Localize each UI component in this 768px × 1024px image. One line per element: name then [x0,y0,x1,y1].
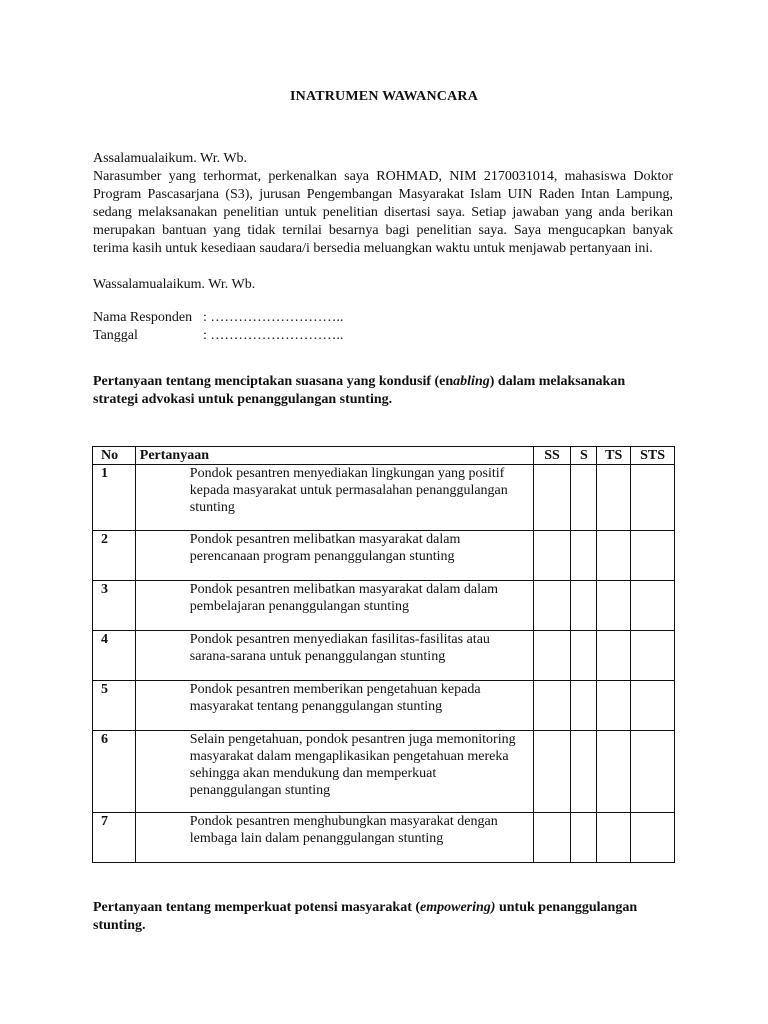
question-text: Pondok pesantren menyediakan fasilitas-fasilitas atau sarana-sarana untuk penanggulangan stunting [189,632,490,664]
header-ss: SS [533,447,571,465]
cell-ss[interactable] [533,531,571,581]
row-question [135,465,533,531]
cell-s[interactable] [571,581,597,631]
cell-sts[interactable] [631,813,675,863]
table-row [93,681,675,731]
row-number: 3 [93,581,136,631]
cell-ss[interactable] [533,465,571,531]
question-text: Pondok pesantren melibatkan masyarakat dalam dalam pembelajaran penanggulangan stunting [189,582,499,614]
cell-sts[interactable] [631,681,675,731]
table-row [93,631,675,681]
section1-pre: Pertanyaan tentang menciptakan suasana yang kondusif (en [93,374,454,389]
letter-body [93,150,673,294]
row-question [135,581,533,631]
cell-ts[interactable] [597,581,631,631]
question-text: Pondok pesantren menyediakan lingkungan yang positif kepada masyarakat untuk permasalahan penanggulangan stunting [189,466,508,515]
cell-s[interactable] [571,681,597,731]
cell-s[interactable] [571,731,597,813]
row-number: 4 [93,631,136,681]
table-row [93,581,675,631]
question-text: Pondok pesantren memberikan pengetahuan kepada masyarakat tentang penanggulangan stunting [189,682,481,714]
row-question [135,681,533,731]
header-ts: TS [597,447,631,465]
cell-ss[interactable] [533,731,571,813]
question-text: Selain pengetahuan, pondok pesantren juga memonitoring masyarakat dalam mengaplikasikan pengetahuan mereka sehingga akan mendukung dan memperkuat penanggulangan stunting [189,732,516,798]
row-number: 2 [93,531,136,581]
cell-s[interactable] [571,813,597,863]
row-number: 7 [93,813,136,863]
cell-ts[interactable] [597,731,631,813]
table-header-row [93,447,675,465]
row-number: 1 [93,465,136,531]
cell-sts[interactable] [631,531,675,581]
field-value-date: : ……………………….. [203,328,344,343]
cell-ss[interactable] [533,681,571,731]
questionnaire-table [92,446,675,863]
header-no: No [93,447,136,465]
row-number: 6 [93,731,136,813]
row-number: 5 [93,681,136,731]
cell-ts[interactable] [597,531,631,581]
table-row [93,731,675,813]
cell-ts[interactable] [597,465,631,531]
question-text: Pondok pesantren melibatkan masyarakat dalam perencanaan program penanggulangan stunting [189,532,461,564]
document-title: INATRUMEN WAWANCARA [289,89,478,104]
respondent-fields [93,309,343,345]
section2-pre: Pertanyaan tentang memperkuat potensi masyarakat ( [93,900,421,915]
table-row [93,531,675,581]
intro-paragraph: Narasumber yang terhormat, perkenalkan saya ROHMAD, NIM 2170031014, mahasiswa Doktor Program Pascasarjana (S3), jurusan Pengembangan Masyarakat Islam UIN Raden Intan Lampung, sedang melaksanakan penelitian untuk penelitian disertasi saya. Setiap jawaban yang anda berikan merupakan bantuan yang tidak ternilai besarnya bagi penelitian saya. Saya mengucapkan banyak terima kasih untuk kesediaan saudara/i bersedia meluangkan waktu untuk menjawab pertanyaan ini. [93,169,673,256]
section-heading-empowering [93,899,653,935]
cell-ss[interactable] [533,631,571,681]
greeting: Assalamualaikum. Wr. Wb. [93,151,248,166]
question-text: Pondok pesantren menghubungkan masyarakat dengan lembaga lain dalam penanggulangan stunting [189,814,498,846]
table-row [93,465,675,531]
header-sts: STS [631,447,675,465]
cell-sts[interactable] [631,465,675,531]
closing: Wassalamualaikum. Wr. Wb. [93,277,256,292]
field-label-date: Tanggal [93,328,138,343]
cell-s[interactable] [571,531,597,581]
cell-sts[interactable] [631,581,675,631]
section-heading-enabling [93,373,653,409]
field-label-name: Nama Responden [93,310,193,325]
cell-sts[interactable] [631,731,675,813]
row-question [135,813,533,863]
row-question [135,531,533,581]
cell-s[interactable] [571,465,597,531]
cell-ts[interactable] [597,631,631,681]
cell-s[interactable] [571,631,597,681]
cell-ts[interactable] [597,813,631,863]
cell-ts[interactable] [597,681,631,731]
section2-em: empowering) [420,900,496,915]
cell-sts[interactable] [631,631,675,681]
field-row-date [93,327,343,345]
table-row [93,813,675,863]
section1-post: ) dalam melaksanakan strategi advokasi untuk penanggulangan stunting. [93,374,626,407]
cell-ss[interactable] [533,813,571,863]
field-row-name [93,309,343,327]
row-question [135,631,533,681]
section1-em: abling [453,374,490,389]
row-question [135,731,533,813]
field-value-name: : ……………………….. [203,310,344,325]
section2-post: untuk penanggulangan stunting. [93,900,638,933]
header-question: Pertanyaan [135,447,533,465]
cell-ss[interactable] [533,581,571,631]
header-s: S [571,447,597,465]
